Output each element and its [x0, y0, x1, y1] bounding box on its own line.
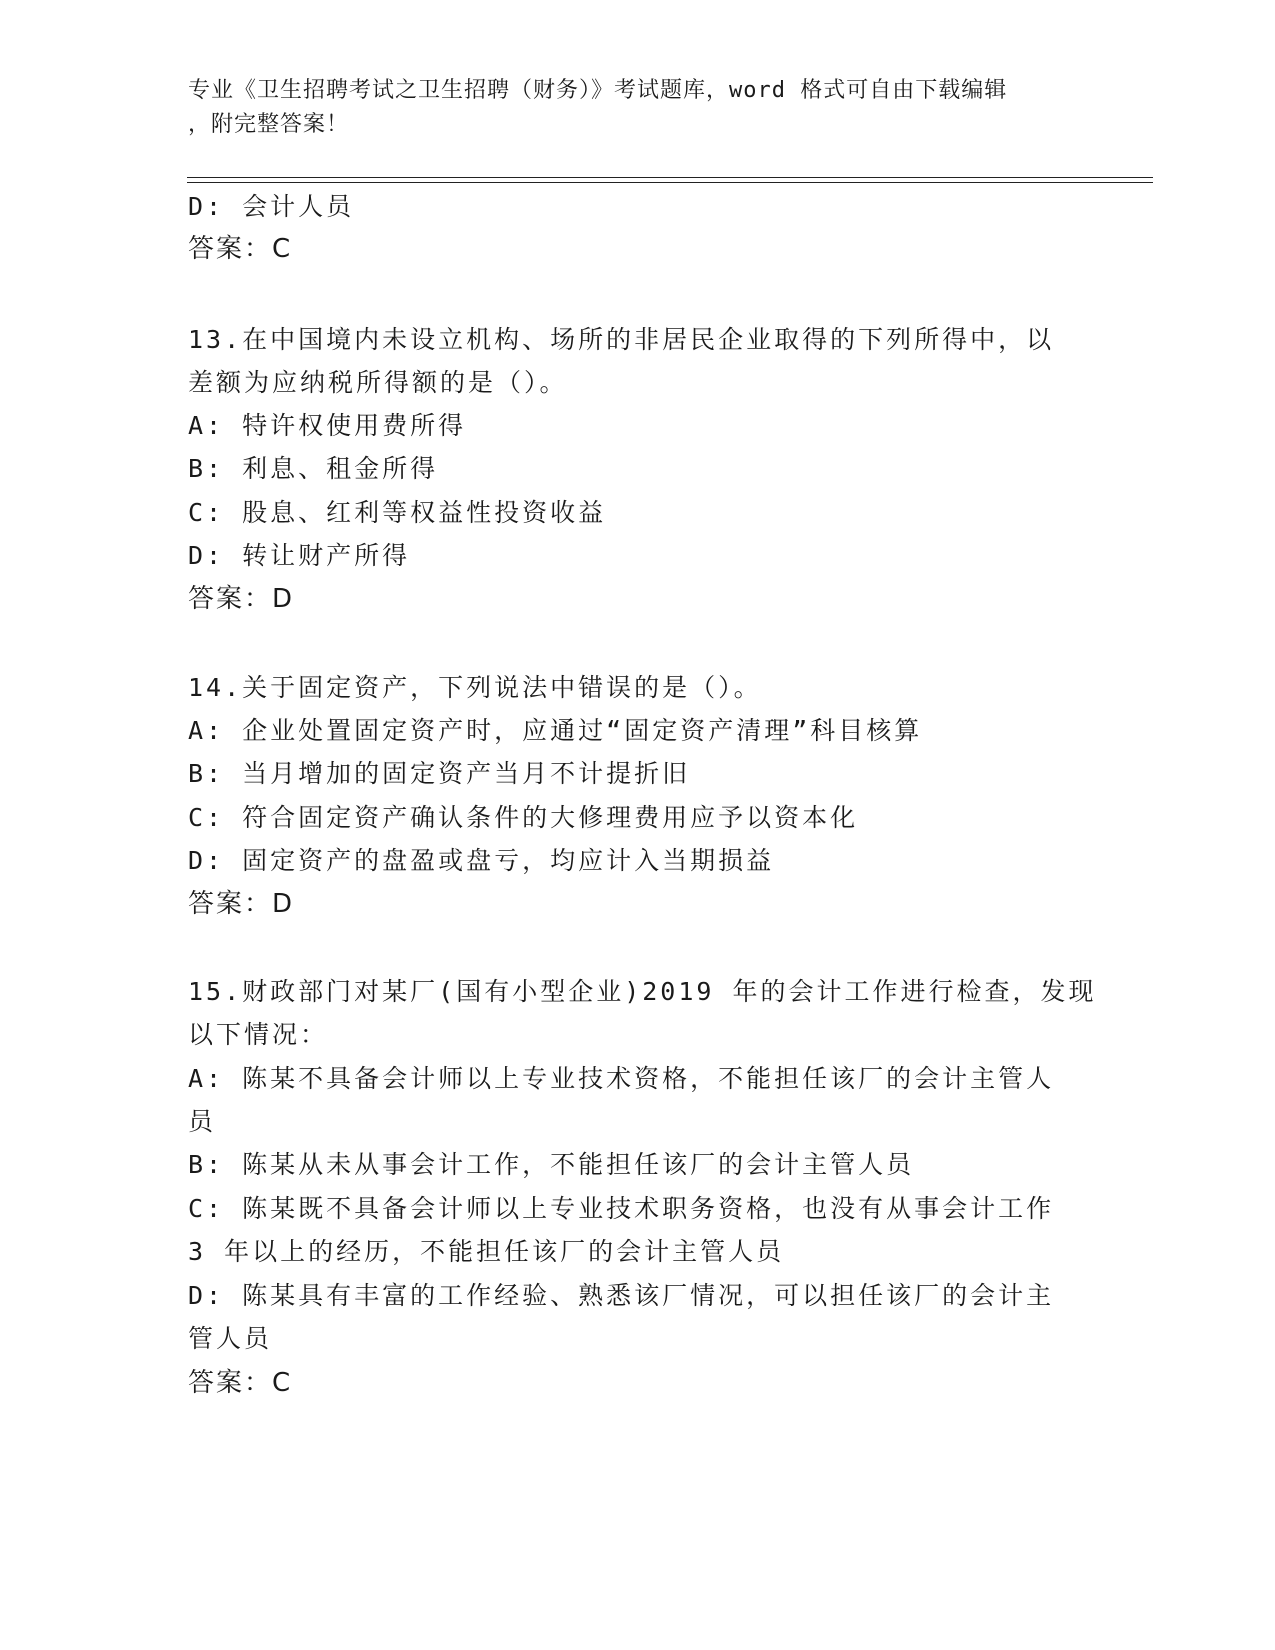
document-header — [188, 74, 1088, 142]
q13-option-a: A: 特许权使用费所得 — [188, 411, 467, 440]
q15-option-d-line-1: D: 陈某具有丰富的工作经验、熟悉该厂情况，可以担任该厂的会计主 — [188, 1281, 1055, 1310]
q15-option-d-line-2: 管人员 — [188, 1324, 273, 1353]
prev-answer: 答案：C — [188, 234, 293, 264]
q15-stem-line-2: 以下情况： — [188, 1020, 329, 1049]
header-divider-top — [187, 177, 1153, 178]
q13-option-d: D: 转让财产所得 — [188, 541, 411, 570]
q13-answer: 答案：D — [188, 584, 295, 614]
q14-option-d: D: 固定资产的盘盈或盘亏，均应计入当期损益 — [188, 846, 775, 875]
header-line-2: ，附完整答案！ — [188, 112, 350, 137]
q15-stem-line-1: 15.财政部门对某厂(国有小型企业)2019 年的会计工作进行检查，发现 — [188, 977, 1097, 1006]
q14-stem-line-1: 14.关于固定资产，下列说法中错误的是（）。 — [188, 673, 762, 702]
q14-option-b: B: 当月增加的固定资产当月不计提折旧 — [188, 759, 691, 788]
q15-option-a-line-2: 员 — [188, 1107, 217, 1136]
q14-option-c: C: 符合固定资产确认条件的大修理费用应予以资本化 — [188, 803, 859, 832]
q15-answer: 答案：C — [188, 1368, 293, 1398]
q14-option-a: A: 企业处置固定资产时，应通过“固定资产清理”科目核算 — [188, 716, 923, 745]
q14-answer: 答案：D — [188, 889, 295, 919]
q13-stem-line-2: 差额为应纳税所得额的是（）。 — [188, 368, 568, 397]
prev-option-d: D: 会计人员 — [188, 192, 355, 221]
q13-stem-line-1: 13.在中国境内未设立机构、场所的非居民企业取得的下列所得中，以 — [188, 325, 1055, 354]
q15-option-b: B: 陈某从未从事会计工作，不能担任该厂的会计主管人员 — [188, 1150, 915, 1179]
q13-option-c: C: 股息、红利等权益性投资收益 — [188, 498, 607, 527]
header-divider-bottom — [187, 182, 1153, 183]
q15-option-c-line-2: 3 年以上的经历，不能担任该厂的会计主管人员 — [188, 1237, 785, 1266]
q13-option-b: B: 利息、租金所得 — [188, 454, 439, 483]
q15-option-a-line-1: A: 陈某不具备会计师以上专业技术资格，不能担任该厂的会计主管人 — [188, 1064, 1055, 1093]
q15-option-c-line-1: C: 陈某既不具备会计师以上专业技术职务资格，也没有从事会计工作 — [188, 1194, 1055, 1223]
header-line-1: 专业《卫生招聘考试之卫生招聘（财务）》考试题库，word 格式可自由下载编辑 — [188, 78, 1008, 103]
